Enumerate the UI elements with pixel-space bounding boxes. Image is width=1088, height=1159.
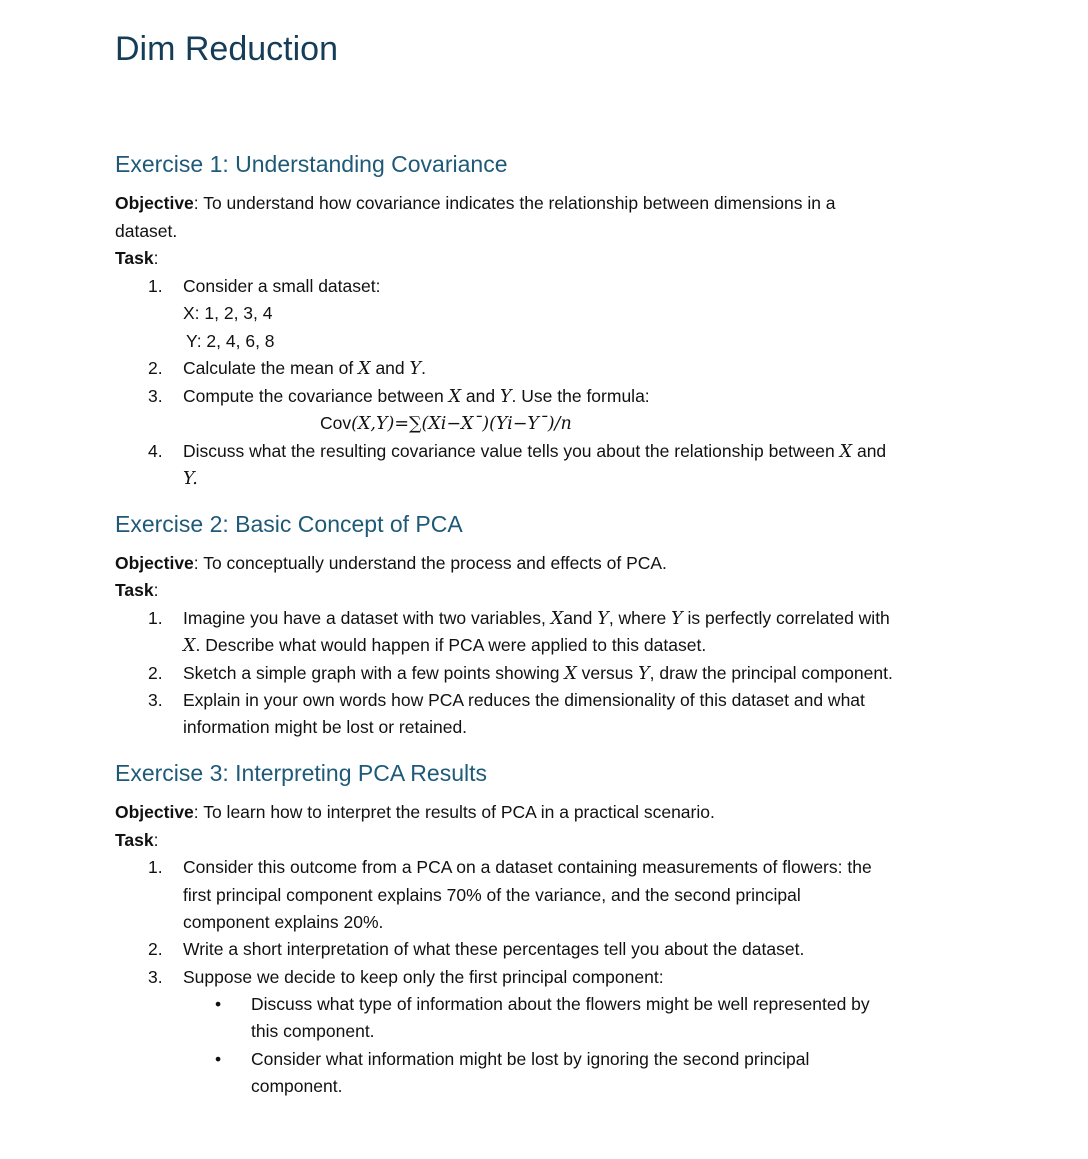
list-number: 1. [148,857,163,877]
objective-label: Objective [115,553,194,573]
list-item: Explain in your own words how PCA reduces the dimensionality of this dataset and what [183,690,865,710]
list-number: 3. [148,386,163,406]
list-item: Suppose we decide to keep only the first principal component: [183,967,664,987]
exercise-1-task: Task: [115,248,159,268]
exercise-2-objective [115,553,667,574]
exercise-3-task: Task: [115,830,159,850]
objective-text: : To understand how covariance indicates the relationship between dimensions in a [193,193,836,213]
exercise-1-objective-cont: dataset. [115,221,178,241]
task-label: Task [115,580,154,600]
sub-list-item: Discuss what type of information about the flowers might be well represented by [251,994,870,1014]
exercise-1-heading: Exercise 1: Understanding Covariance [115,151,508,177]
exercise-1-objective [115,193,836,214]
task-label: Task [115,248,154,268]
bullet-icon: • [215,994,222,1014]
list-number: 3. [148,690,163,710]
list-item: Imagine you have a dataset with two variables, Xand Y, where Y is perfectly correlated with [183,608,890,629]
list-item-cont: first principal component explains 70% of the variance, and the second principal [183,885,801,905]
exercise-3-heading: Exercise 3: Interpreting PCA Results [115,760,487,786]
list-item: Sketch a simple graph with a few points showing X versus Y, draw the principal component. [183,663,893,684]
bullet-icon: • [215,1049,222,1069]
list-item-cont: information might be lost or retained. [183,717,468,737]
list-item-cont: X. Describe what would happen if PCA were applied to this dataset. [183,635,707,656]
list-number: 2. [148,939,163,959]
objective-text: : To learn how to interpret the results of PCA in a practical scenario. [193,802,715,822]
list-number: 1. [148,608,163,628]
dataset-x: X: 1, 2, 3, 4 [183,303,273,323]
objective-text: : To conceptually understand the process and effects of PCA. [193,553,667,573]
list-number: 4. [148,441,163,461]
list-number: 2. [148,663,163,683]
sub-list-item: Consider what information might be lost by ignoring the second principal [251,1049,810,1069]
dataset-y: Y: 2, 4, 6, 8 [186,331,275,351]
page-title: Dim Reduction [115,30,338,68]
exercise-2-heading: Exercise 2: Basic Concept of PCA [115,511,463,537]
list-item-cont: Y. [183,469,198,489]
list-number: 3. [148,967,163,987]
list-item: Consider a small dataset: [183,276,381,296]
list-item: Calculate the mean of X and Y. [183,358,426,379]
covariance-formula: Cov(X,Y)=∑(Xi−X¯)(Yi−Y¯)/n [320,413,572,434]
objective-label: Objective [115,193,194,213]
list-item: Compute the covariance between X and Y. Use the formula: [183,386,650,407]
task-label: Task [115,830,154,850]
list-number: 2. [148,358,163,378]
objective-label: Objective [115,802,194,822]
sub-list-item-cont: this component. [251,1021,375,1041]
list-item: Consider this outcome from a PCA on a dataset containing measurements of flowers: the [183,857,872,877]
list-item-cont: component explains 20%. [183,912,384,932]
sub-list-item-cont: component. [251,1076,343,1096]
exercise-2-task: Task: [115,580,159,600]
list-number: 1. [148,276,163,296]
list-item: Write a short interpretation of what these percentages tell you about the dataset. [183,939,805,959]
exercise-3-objective [115,802,715,823]
list-item: Discuss what the resulting covariance value tells you about the relationship between X and [183,441,887,462]
